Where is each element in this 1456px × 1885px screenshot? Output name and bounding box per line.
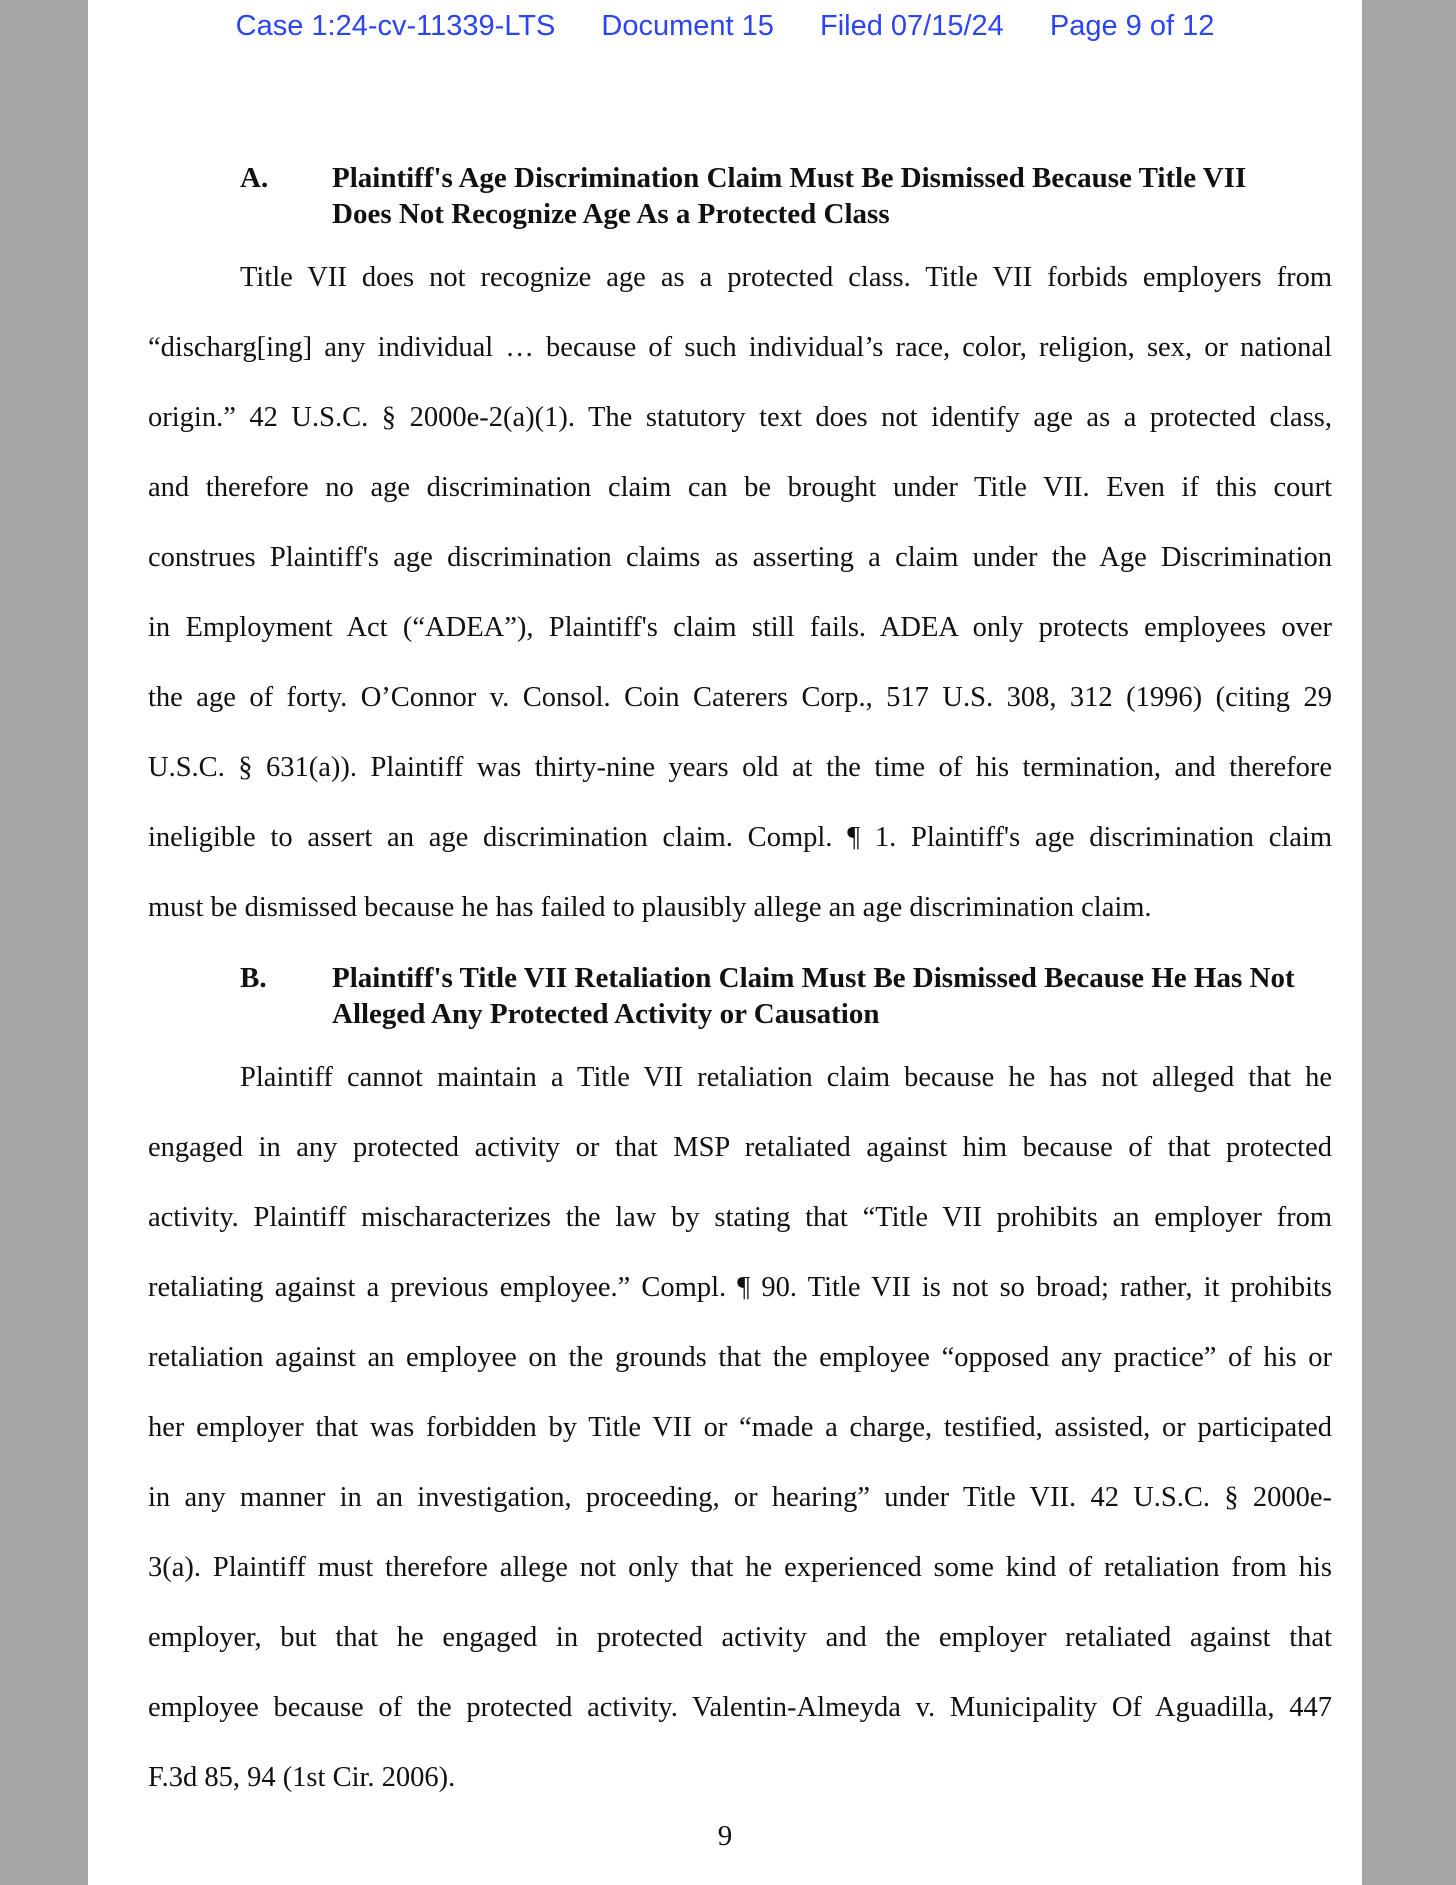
paragraph-line: origin.” 42 U.S.C. § 2000e-2(a)(1). The statutory text does not identify age as a protected class, [148, 402, 1332, 433]
paragraph-line: Plaintiff cannot maintain a Title VII retaliation claim because he has not alleged that he [240, 1062, 1332, 1093]
paragraph-line: construes Plaintiff's age discrimination claims as asserting a claim under the Age Discrimination [148, 542, 1332, 573]
section-b-paragraph [148, 1043, 1332, 1813]
paragraph-line: retaliation against an employee on the grounds that the employee “opposed any practice” of his or [148, 1342, 1332, 1373]
section-b-letter: B. [240, 962, 267, 994]
document-page [88, 0, 1362, 1885]
paragraph-line: U.S.C. § 631(a)). Plaintiff was thirty-nine years old at the time of his termination, and therefore [148, 752, 1332, 783]
paragraph-line: F.3d 85, 94 (1st Cir. 2006). [148, 1762, 456, 1793]
section-a-paragraph [148, 243, 1332, 943]
document-number: Document 15 [601, 10, 774, 42]
paragraph-line: activity. Plaintiff mischaracterizes the law by stating that “Title VII prohibits an employer from [148, 1202, 1332, 1233]
paragraph-line: must be dismissed because he has failed to plausibly allege an age discrimination claim. [148, 892, 1152, 923]
paragraph-line: employer, but that he engaged in protected activity and the employer retaliated against that [148, 1622, 1332, 1653]
case-header [88, 10, 1362, 43]
paragraph-line: Title VII does not recognize age as a protected class. Title VII forbids employers from [240, 262, 1332, 293]
section-a-letter: A. [240, 162, 269, 194]
paragraph-line: employee because of the protected activity. Valentin-Almeyda v. Municipality Of Aguadilla, 447 [148, 1692, 1332, 1723]
filed-date: Filed 07/15/24 [819, 10, 1004, 42]
paragraph-line: ineligible to assert an age discrimination claim. Compl. ¶ 1. Plaintiff's age discrimination claim [148, 822, 1332, 853]
paragraph-line: in any manner in an investigation, proceeding, or hearing” under Title VII. 42 U.S.C. § 2000e- [148, 1482, 1332, 1513]
page-number: 9 [717, 1820, 733, 1852]
paragraph-line: and therefore no age discrimination claim can be brought under Title VII. Even if this court [148, 472, 1332, 503]
paragraph-line: 3(a). Plaintiff must therefore allege not only that he experienced some kind of retaliation from his [148, 1552, 1332, 1583]
page-indicator: Page 9 of 12 [1049, 10, 1215, 42]
paragraph-line: the age of forty. O’Connor v. Consol. Coin Caterers Corp., 517 U.S. 308, 312 (1996) (citing 29 [148, 682, 1332, 713]
paragraph-line: retaliating against a previous employee.” Compl. ¶ 90. Title VII is not so broad; rather, it prohibits [148, 1272, 1332, 1303]
case-number: Case 1:24-cv-11339-LTS [235, 10, 556, 42]
section-a-title: Plaintiff's Age Discrimination Claim Must Be Dismissed Because Title VII Does Not Recognize Age As a Protected Class [332, 162, 1247, 230]
section-b-title: Plaintiff's Title VII Retaliation Claim Must Be Dismissed Because He Has Not Alleged Any Protected Activity or Causation [332, 962, 1295, 1030]
paragraph-line: her employer that was forbidden by Title VII or “made a charge, testified, assisted, or participated [148, 1412, 1332, 1443]
paragraph-line: engaged in any protected activity or that MSP retaliated against him because of that protected [148, 1132, 1332, 1163]
paragraph-line: “discharg[ing] any individual … because of such individual’s race, color, religion, sex, or national [148, 332, 1332, 363]
paragraph-line: in Employment Act (“ADEA”), Plaintiff's claim still fails. ADEA only protects employees over [148, 612, 1332, 643]
